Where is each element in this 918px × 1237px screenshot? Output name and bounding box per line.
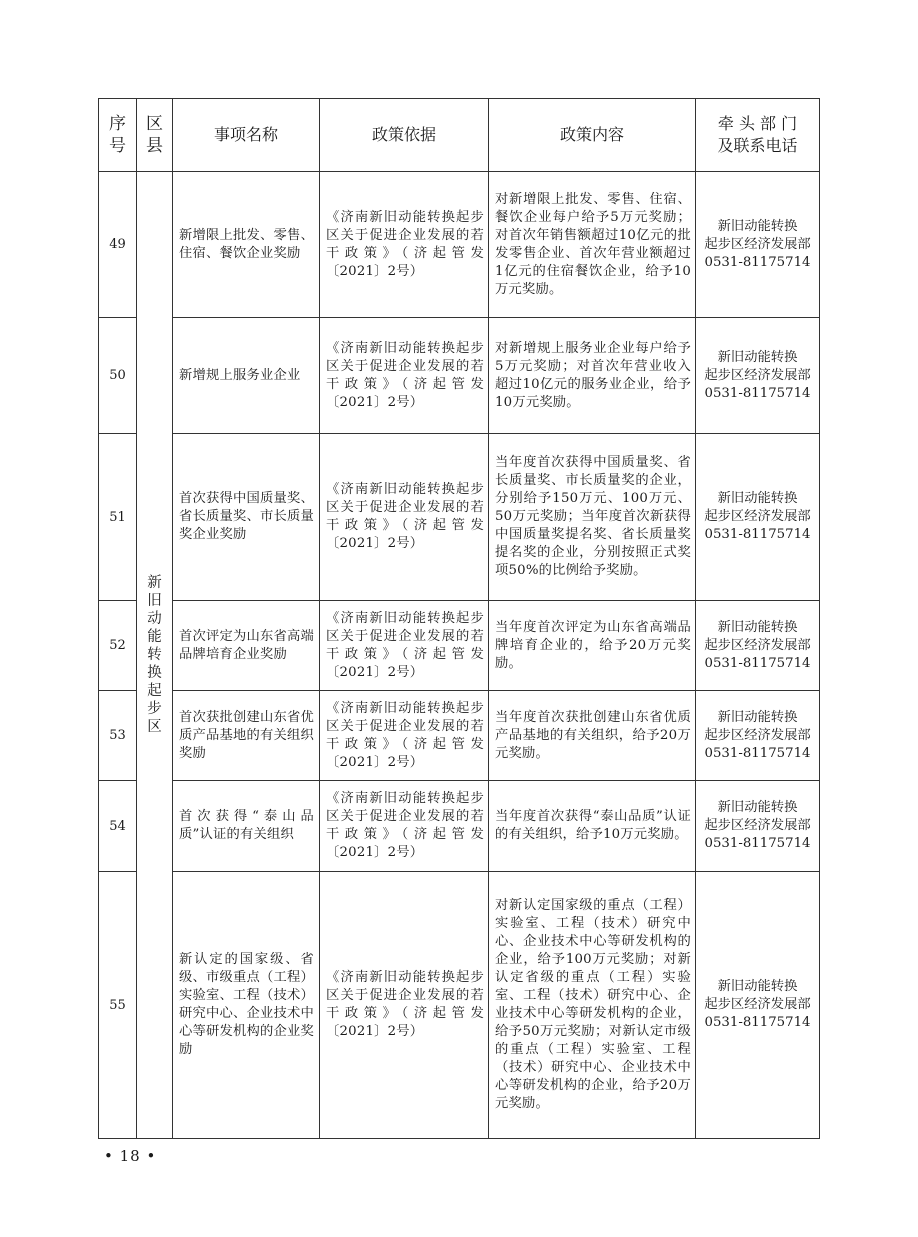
dept-phone: 0531-81175714 bbox=[704, 254, 811, 270]
policy-content: 对新增限上批发、零售、住宿、餐饮企业每户给予5万元奖励；对首次年销售额超过10亿元的批发零售企业、首次年营业额超过1亿元的住宿餐饮企业，给予10万元奖励。 bbox=[489, 172, 696, 318]
policy-content: 对新增规上服务业企业每户给予5万元奖励；对首次年营业收入超过10亿元的服务业企业，给予10万元奖励。 bbox=[489, 318, 696, 434]
policy-content: 当年度首次获得“泰山品质”认证的有关组织，给予10万元奖励。 bbox=[489, 781, 696, 872]
dept-line1: 新旧动能转换 bbox=[717, 349, 798, 365]
header-dept-line1: 牵 头 部 门 bbox=[717, 114, 798, 133]
item-name: 首次获得中国质量奖、省长质量奖、市长质量奖企业奖励 bbox=[173, 434, 320, 601]
dept-line2: 起步区经济发展部 bbox=[704, 509, 811, 524]
dept-phone: 0531-81175714 bbox=[704, 385, 811, 401]
dept-phone: 0531-81175714 bbox=[704, 655, 811, 671]
district-cell bbox=[137, 172, 173, 1139]
header-seq: 序号 bbox=[99, 99, 137, 172]
policy-basis: 《济南新旧动能转换起步区关于促进企业发展的若干政策》（济起管发〔2021〕2号） bbox=[320, 318, 489, 434]
page-number: • 18 • bbox=[104, 1147, 157, 1165]
table-row bbox=[99, 172, 820, 318]
item-name: 新增限上批发、零售、住宿、餐饮企业奖励 bbox=[173, 172, 320, 318]
dept-line2: 起步区经济发展部 bbox=[704, 637, 811, 653]
row-number: 49 bbox=[99, 172, 137, 318]
item-name: 首次获批创建山东省优质产品基地的有关组织奖励 bbox=[173, 691, 320, 781]
dept-phone: 0531-81175714 bbox=[704, 527, 811, 542]
table-header-row bbox=[99, 99, 820, 172]
dept-contact bbox=[696, 172, 820, 318]
table-row bbox=[99, 601, 820, 691]
item-name: 首次获得“泰山品质”认证的有关组织 bbox=[173, 781, 320, 872]
dept-line2: 起步区经济发展部 bbox=[704, 236, 811, 252]
policy-content: 当年度首次获得中国质量奖、省长质量奖、市长质量奖的企业，分别给予150万元、100万元、50万元奖励；当年度首次新获得中国质量奖提名奖、省长质量奖提名奖的企业，分别按照正式奖项50%的比例给予奖励。 bbox=[489, 434, 696, 601]
dept-phone: 0531-81175714 bbox=[704, 836, 811, 851]
dept-line1: 新旧动能转换 bbox=[717, 979, 798, 994]
dept-phone: 0531-81175714 bbox=[704, 745, 811, 761]
dept-phone: 0531-81175714 bbox=[704, 1015, 811, 1030]
dept-line1: 新旧动能转换 bbox=[717, 491, 798, 506]
header-district: 区县 bbox=[137, 99, 173, 172]
header-dept bbox=[696, 99, 820, 172]
policy-basis: 《济南新旧动能转换起步区关于促进企业发展的若干政策》（济起管发〔2021〕2号） bbox=[320, 601, 489, 691]
dept-line2: 起步区经济发展部 bbox=[704, 727, 811, 743]
table-row bbox=[99, 434, 820, 601]
dept-line2: 起步区经济发展部 bbox=[704, 367, 811, 383]
row-number: 52 bbox=[99, 601, 137, 691]
dept-contact bbox=[696, 781, 820, 872]
dept-contact bbox=[696, 318, 820, 434]
dept-line2: 起步区经济发展部 bbox=[704, 818, 811, 833]
dept-line2: 起步区经济发展部 bbox=[704, 997, 811, 1012]
policy-basis: 《济南新旧动能转换起步区关于促进企业发展的若干政策》（济起管发〔2021〕2号） bbox=[320, 781, 489, 872]
row-number: 51 bbox=[99, 434, 137, 601]
table-row bbox=[99, 691, 820, 781]
policy-basis: 《济南新旧动能转换起步区关于促进企业发展的若干政策》（济起管发〔2021〕2号） bbox=[320, 872, 489, 1139]
dept-line1: 新旧动能转换 bbox=[717, 709, 798, 725]
table-row bbox=[99, 781, 820, 872]
row-number: 50 bbox=[99, 318, 137, 434]
header-item: 事项名称 bbox=[173, 99, 320, 172]
header-dept-line2: 及联系电话 bbox=[717, 136, 798, 155]
dept-line1: 新旧动能转换 bbox=[717, 218, 798, 234]
header-basis: 政策依据 bbox=[320, 99, 489, 172]
table-row bbox=[99, 318, 820, 434]
dept-contact bbox=[696, 601, 820, 691]
dept-contact bbox=[696, 872, 820, 1139]
row-number: 54 bbox=[99, 781, 137, 872]
policy-basis: 《济南新旧动能转换起步区关于促进企业发展的若干政策》（济起管发〔2021〕2号） bbox=[320, 434, 489, 601]
dept-contact bbox=[696, 691, 820, 781]
policy-content: 当年度首次评定为山东省高端品牌培育企业的，给予20万元奖励。 bbox=[489, 601, 696, 691]
policy-content: 当年度首次获批创建山东省优质产品基地的有关组织，给予20万元奖励。 bbox=[489, 691, 696, 781]
policy-basis: 《济南新旧动能转换起步区关于促进企业发展的若干政策》（济起管发〔2021〕2号） bbox=[320, 691, 489, 781]
item-name: 新认定的国家级、省级、市级重点（工程）实验室、工程（技术）研究中心、企业技术中心等研发机构的企业奖励 bbox=[173, 872, 320, 1139]
item-name: 新增规上服务业企业 bbox=[173, 318, 320, 434]
policy-table bbox=[98, 98, 820, 1139]
item-name: 首次评定为山东省高端品牌培育企业奖励 bbox=[173, 601, 320, 691]
dept-line1: 新旧动能转换 bbox=[717, 800, 798, 815]
policy-basis: 《济南新旧动能转换起步区关于促进企业发展的若干政策》（济起管发〔2021〕2号） bbox=[320, 172, 489, 318]
row-number: 55 bbox=[99, 872, 137, 1139]
dept-line1: 新旧动能转换 bbox=[717, 619, 798, 635]
row-number: 53 bbox=[99, 691, 137, 781]
table-row bbox=[99, 872, 820, 1139]
policy-content: 对新认定国家级的重点（工程）实验室、工程（技术）研究中心、企业技术中心等研发机构的企业，给予100万元奖励；对新认定省级的重点（工程）实验室、工程（技术）研究中心、企业技术中心等研发机构的企业，给予50万元奖励；对新认定市级的重点（工程）实验室、工程（技术）研究中心、企业技术中心等研发机构的企业，给予20万元奖励。 bbox=[489, 872, 696, 1139]
header-content: 政策内容 bbox=[489, 99, 696, 172]
dept-contact bbox=[696, 434, 820, 601]
district-name: 新旧动能转换起步区 bbox=[147, 575, 162, 735]
